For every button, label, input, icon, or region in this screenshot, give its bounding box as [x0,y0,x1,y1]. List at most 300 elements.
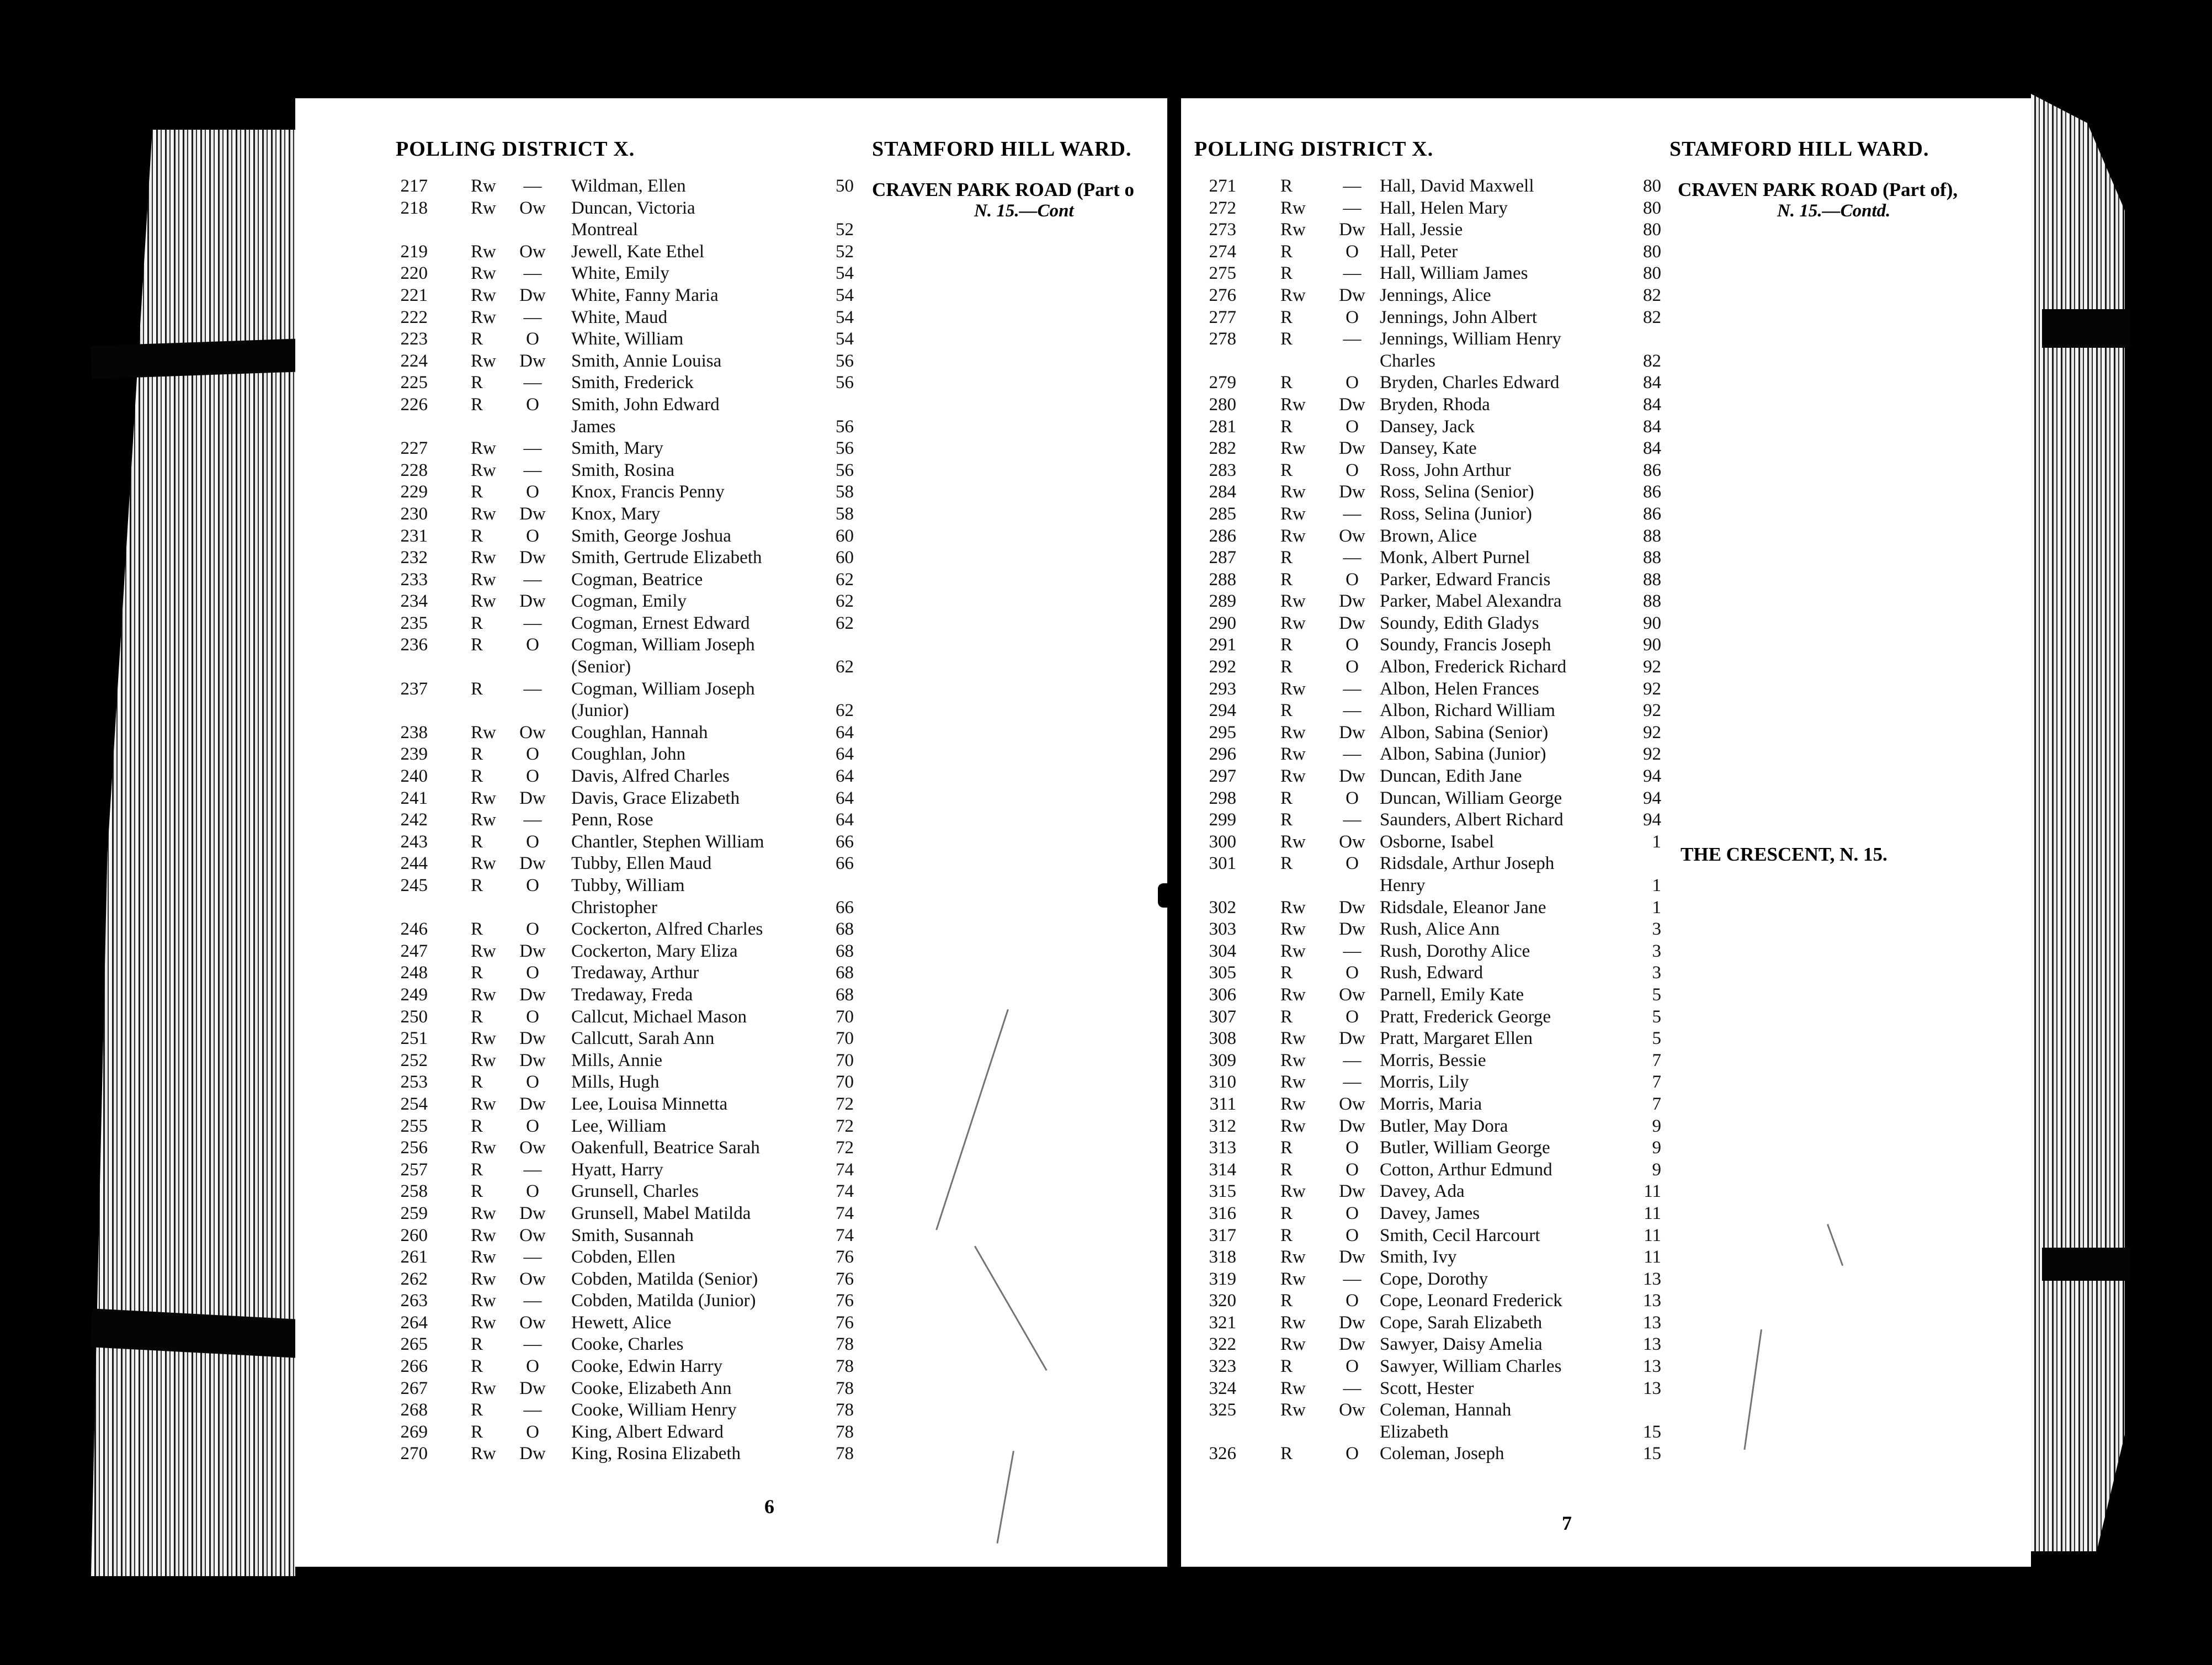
elector-row [1181,1006,2031,1028]
qualification-code: Rw [471,285,496,305]
edge-shadow-band [2042,309,2130,348]
house-number: 1 [1652,876,1661,895]
occupation-code: Dw [519,548,546,568]
elector-number: 224 [400,351,428,371]
qualification-code: R [1280,460,1293,480]
elector-row [295,460,1167,482]
elector-number: 284 [1209,482,1236,502]
occupation-code: O [1346,1203,1359,1223]
qualification-code: Rw [471,1094,496,1114]
occupation-code: Dw [1339,919,1365,940]
elector-number: 317 [1209,1225,1236,1245]
elector-number: 307 [1209,1006,1236,1027]
elector-name: Tubby, William [571,876,685,895]
elector-number: 276 [1209,285,1236,305]
house-number: 3 [1652,941,1661,961]
elector-number: 294 [1209,701,1236,721]
elector-name: Saunders, Albert Richard [1380,810,1564,830]
elector-name: Chantler, Stephen William [571,831,764,852]
elector-number: 286 [1209,526,1236,546]
elector-name: White, Emily [571,263,669,284]
elector-row [295,416,1167,438]
elector-number: 309 [1209,1050,1236,1070]
elector-name: Cope, Leonard Frederick [1380,1291,1562,1311]
occupation-code: Dw [519,1378,546,1398]
elector-name: White, Maud [571,307,668,327]
elector-number: 272 [1209,198,1236,218]
qualification-code: Rw [1280,897,1306,918]
qualification-code: Rw [1280,1094,1306,1114]
qualification-code: Rw [471,503,496,524]
house-number: 80 [1643,241,1661,262]
occupation-code: O [1346,373,1359,393]
elector-name: Hewett, Alice [571,1312,672,1333]
house-number: 76 [836,1247,854,1268]
house-number: 11 [1644,1181,1661,1202]
occupation-code: O [1346,1006,1359,1027]
qualification-code: Rw [471,788,496,808]
elector-number: 245 [400,876,428,895]
elector-name: Bryden, Charles Edward [1380,373,1560,393]
house-number: 7 [1652,1072,1661,1093]
occupation-code: O [526,831,539,852]
house-number: 62 [836,569,854,590]
qualification-code: Rw [471,263,496,284]
house-number: 56 [836,373,854,393]
occupation-code: O [1346,460,1359,480]
qualification-code: Rw [1280,1116,1306,1136]
elector-row [295,307,1167,329]
house-number: 78 [836,1422,854,1442]
elector-row [295,1159,1167,1181]
occupation-code: — [1343,1050,1362,1070]
elector-name: Albon, Helen Frances [1380,678,1539,699]
elector-name: Coleman, Joseph [1380,1444,1504,1464]
occupation-code: O [526,1181,539,1202]
elector-name: Montreal [571,220,638,240]
elector-row [1181,1312,2031,1334]
qualification-code: R [1280,1203,1293,1223]
house-number: 62 [836,701,854,721]
house-number: 84 [1643,438,1661,459]
elector-number: 271 [1209,176,1236,196]
elector-number: 324 [1209,1378,1236,1398]
qualification-code: R [1280,1356,1293,1377]
elector-number: 295 [1209,722,1236,743]
house-number: 80 [1643,263,1661,284]
elector-name: (Senior) [571,657,631,677]
house-number: 9 [1652,1138,1661,1158]
elector-number: 249 [400,984,428,1005]
elector-row [1181,766,2031,788]
qualification-code: Rw [471,351,496,371]
elector-row [295,198,1167,220]
elector-name: Morris, Maria [1380,1094,1482,1114]
house-number: 70 [836,1006,854,1027]
qualification-code: R [471,329,483,349]
elector-number: 303 [1209,919,1236,940]
occupation-code: Dw [1339,285,1365,305]
elector-name: Cogman, William Joseph [571,635,755,655]
elector-name: Coughlan, Hannah [571,722,708,743]
elector-number: 292 [1209,657,1236,677]
house-number: 3 [1652,963,1661,983]
elector-number: 247 [400,941,428,961]
elector-name: Christopher [571,897,657,918]
occupation-code: Ow [1339,984,1365,1005]
occupation-code: Ow [519,1225,546,1245]
elector-number: 306 [1209,984,1236,1005]
house-number: 5 [1652,1028,1661,1049]
house-number: 56 [836,438,854,459]
elector-number: 228 [400,460,428,480]
elector-row [295,1422,1167,1444]
elector-name: Cockerton, Alfred Charles [571,919,763,940]
elector-name: Tubby, Ellen Maud [571,853,712,874]
qualification-code: Rw [471,198,496,218]
house-number: 80 [1643,176,1661,196]
qualification-code: R [1280,788,1293,808]
house-number: 7 [1652,1050,1661,1070]
elector-row [1181,1443,2031,1465]
qualification-code: R [471,482,483,502]
elector-name: Davey, James [1380,1203,1480,1223]
occupation-code: Dw [1339,766,1365,787]
elector-number: 301 [1209,853,1236,874]
elector-name: Oakenfull, Beatrice Sarah [571,1138,760,1158]
qualification-code: Rw [471,1028,496,1049]
house-number: 64 [836,766,854,787]
occupation-code: O [1346,569,1359,590]
elector-number: 259 [400,1203,428,1223]
qualification-code: R [471,876,483,895]
elector-number: 241 [400,788,428,808]
elector-row [1181,481,2031,503]
elector-row [295,351,1167,373]
elector-name: Hall, William James [1380,263,1528,284]
elector-row [295,1050,1167,1072]
occupation-code: — [523,1334,542,1355]
occupation-code: Dw [519,1028,546,1049]
elector-name: Smith, Rosina [571,460,675,480]
elector-row [1181,328,2031,351]
elector-name: Albon, Sabina (Junior) [1380,744,1546,765]
house-number: 11 [1644,1225,1661,1245]
page-header-ward: STAMFORD HILL WARD. [1669,137,1929,161]
occupation-code: Dw [1339,394,1365,415]
elector-row [295,984,1167,1006]
elector-row [1181,526,2031,548]
house-number: 64 [836,744,854,765]
elector-number: 218 [400,198,428,218]
occupation-code: — [1343,810,1362,830]
qualification-code: Rw [471,176,496,196]
elector-row [1181,1116,2031,1138]
elector-row [295,1269,1167,1291]
qualification-code: Rw [1280,1181,1306,1202]
elector-number: 268 [400,1400,428,1420]
qualification-code: Rw [1280,1400,1306,1420]
house-number: 72 [836,1094,854,1114]
elector-row [1181,809,2031,831]
qualification-code: R [1280,701,1293,721]
qualification-code: R [471,1116,483,1136]
elector-name: Wildman, Ellen [571,176,686,196]
elector-name: Duncan, Edith Jane [1380,766,1522,787]
house-number: 1 [1652,831,1661,852]
house-number: 1 [1652,897,1661,918]
qualification-code: Rw [1280,1072,1306,1093]
occupation-code: Dw [1339,1181,1365,1202]
house-number: 78 [836,1444,854,1464]
occupation-code: — [1343,1072,1362,1093]
elector-number: 300 [1209,831,1236,852]
elector-name: Cooke, Elizabeth Ann [571,1378,732,1398]
occupation-code: — [1343,198,1362,218]
qualification-code: Rw [1280,831,1306,852]
occupation-code: — [523,613,542,633]
elector-row [1181,678,2031,701]
house-number: 54 [836,285,854,305]
elector-row [1181,1028,2031,1050]
elector-name: Cope, Sarah Elizabeth [1380,1312,1543,1333]
occupation-code: Dw [519,503,546,524]
house-number: 92 [1643,722,1661,743]
qualification-code: R [1280,1006,1293,1027]
qualification-code: Rw [1280,1050,1306,1070]
qualification-code: R [1280,810,1293,830]
elector-number: 304 [1209,941,1236,961]
elector-name: Albon, Richard William [1380,701,1555,721]
qualification-code: R [1280,1291,1293,1311]
elector-name: Rush, Alice Ann [1380,919,1500,940]
elector-number: 260 [400,1225,428,1245]
elector-name: Hyatt, Harry [571,1159,663,1180]
elector-row [1181,569,2031,591]
house-number: 74 [836,1181,854,1202]
elector-name: Cooke, William Henry [571,1400,737,1420]
occupation-code: — [523,460,542,480]
elector-number: 235 [400,613,428,633]
elector-row [295,875,1167,897]
occupation-code: Dw [1339,438,1365,459]
occupation-code: Ow [519,722,546,743]
elector-row [1181,941,2031,963]
elector-number: 251 [400,1028,428,1049]
elector-name: Butler, May Dora [1380,1116,1508,1136]
elector-number: 217 [400,176,428,196]
qualification-code: R [1280,1225,1293,1245]
qualification-code: R [471,766,483,787]
elector-row [1181,1378,2031,1400]
qualification-code: Rw [1280,678,1306,699]
house-number: 88 [1643,548,1661,568]
elector-number: 220 [400,263,428,284]
qualification-code: R [1280,548,1293,568]
qualification-code: Rw [1280,285,1306,305]
occupation-code: Dw [519,1203,546,1223]
qualification-code: R [1280,373,1293,393]
elector-row [1181,722,2031,744]
left-page [295,98,1167,1567]
elector-number: 278 [1209,329,1236,349]
qualification-code: R [1280,329,1293,349]
qualification-code: R [471,1356,483,1377]
occupation-code: Dw [519,591,546,612]
occupation-code: Dw [1339,1312,1365,1333]
elector-number: 282 [1209,438,1236,459]
elector-number: 255 [400,1116,428,1136]
qualification-code: R [471,744,483,765]
occupation-code: O [1346,853,1359,874]
house-number: 56 [836,416,854,437]
house-number: 52 [836,220,854,240]
qualification-code: R [471,1072,483,1093]
elector-name: White, Fanny Maria [571,285,719,305]
elector-name: Davey, Ada [1380,1181,1465,1202]
right-page [1181,98,2031,1567]
elector-row [295,263,1167,285]
elector-row [295,962,1167,984]
elector-row [295,569,1167,591]
qualification-code: R [1280,569,1293,590]
elector-number: 285 [1209,503,1236,524]
elector-number: 258 [400,1181,428,1202]
qualification-code: Rw [1280,591,1306,612]
elector-name: Parker, Mabel Alexandra [1380,591,1562,612]
occupation-code: Dw [1339,1028,1365,1049]
elector-list [1181,176,2031,1465]
occupation-code: — [523,176,542,196]
occupation-code: Dw [1339,613,1365,633]
elector-name: Lee, William [571,1116,667,1136]
elector-name: King, Rosina Elizabeth [571,1444,741,1464]
elector-name: Soundy, Edith Gladys [1380,613,1539,633]
elector-number: 252 [400,1050,428,1070]
qualification-code: R [471,963,483,983]
elector-row [1181,1269,2031,1291]
house-number: 86 [1643,460,1661,480]
elector-row [295,1356,1167,1378]
qualification-code: R [1280,657,1293,677]
house-number: 15 [1643,1422,1661,1442]
qualification-code: Rw [1280,394,1306,415]
elector-number: 325 [1209,1400,1236,1420]
house-number: 94 [1643,766,1661,787]
elector-name: Henry [1380,876,1426,895]
qualification-code: R [1280,307,1293,327]
elector-name: Elizabeth [1380,1422,1449,1442]
elector-number: 326 [1209,1444,1236,1464]
elector-number: 250 [400,1006,428,1027]
elector-name: Coughlan, John [571,744,686,765]
qualification-code: R [1280,635,1293,655]
elector-number: 266 [400,1356,428,1377]
house-number: 74 [836,1159,854,1180]
elector-row [295,503,1167,526]
elector-name: Duncan, William George [1380,788,1562,808]
house-number: 82 [1643,351,1661,371]
house-number: 80 [1643,198,1661,218]
elector-row [295,1290,1167,1312]
elector-number: 237 [400,678,428,699]
occupation-code: — [523,1291,542,1311]
occupation-code: Ow [1339,526,1365,546]
qualification-code: R [1280,1444,1293,1464]
elector-number: 270 [400,1444,428,1464]
house-number: 13 [1643,1291,1661,1311]
house-number: 92 [1643,678,1661,699]
house-number: 7 [1652,1094,1661,1114]
elector-number: 229 [400,482,428,502]
elector-row [295,438,1167,460]
occupation-code: O [526,1422,539,1442]
elector-name: Hall, Jessie [1380,220,1463,240]
occupation-code: — [523,1159,542,1180]
elector-name: Dansey, Kate [1380,438,1477,459]
house-number: 58 [836,482,854,502]
elector-name: Smith, Ivy [1380,1247,1457,1268]
qualification-code: Rw [1280,526,1306,546]
elector-row [1181,591,2031,613]
qualification-code: R [1280,416,1293,437]
occupation-code: Dw [1339,220,1365,240]
elector-name: Rush, Dorothy Alice [1380,941,1530,961]
elector-row [295,219,1167,241]
qualification-code: R [1280,176,1293,196]
elector-row [1181,1072,2031,1094]
elector-number: 298 [1209,788,1236,808]
elector-row [295,591,1167,613]
house-number: 15 [1643,1444,1661,1464]
elector-number: 318 [1209,1247,1236,1268]
occupation-code: O [1346,1444,1359,1464]
qualification-code: R [471,1334,483,1355]
elector-name: Brown, Alice [1380,526,1477,546]
elector-number: 305 [1209,963,1236,983]
house-number: 11 [1644,1203,1661,1223]
street-heading: CRAVEN PARK ROAD (Part o [872,179,1135,200]
elector-number: 248 [400,963,428,983]
elector-number: 280 [1209,394,1236,415]
elector-row [295,613,1167,635]
elector-number: 312 [1209,1116,1236,1136]
house-number: 88 [1643,526,1661,546]
house-number: 13 [1643,1356,1661,1377]
house-number: 92 [1643,744,1661,765]
elector-name: Jewell, Kate Ethel [571,241,704,262]
elector-row [1181,1137,2031,1159]
elector-row [295,394,1167,416]
qualification-code: Rw [471,1203,496,1223]
house-number: 68 [836,984,854,1005]
house-number: 72 [836,1116,854,1136]
house-number: 72 [836,1138,854,1158]
elector-number: 291 [1209,635,1236,655]
elector-row [1181,984,2031,1006]
elector-name: Cogman, William Joseph [571,678,755,699]
elector-name: Pratt, Frederick George [1380,1006,1551,1027]
elector-name: Ross, John Arthur [1380,460,1511,480]
house-number: 11 [1644,1247,1661,1268]
elector-name: Bryden, Rhoda [1380,394,1490,415]
occupation-code: Dw [519,941,546,961]
elector-name: Ross, Selina (Senior) [1380,482,1534,502]
occupation-code: O [526,744,539,765]
house-number: 56 [836,460,854,480]
elector-number: 290 [1209,613,1236,633]
elector-row [1181,351,2031,373]
